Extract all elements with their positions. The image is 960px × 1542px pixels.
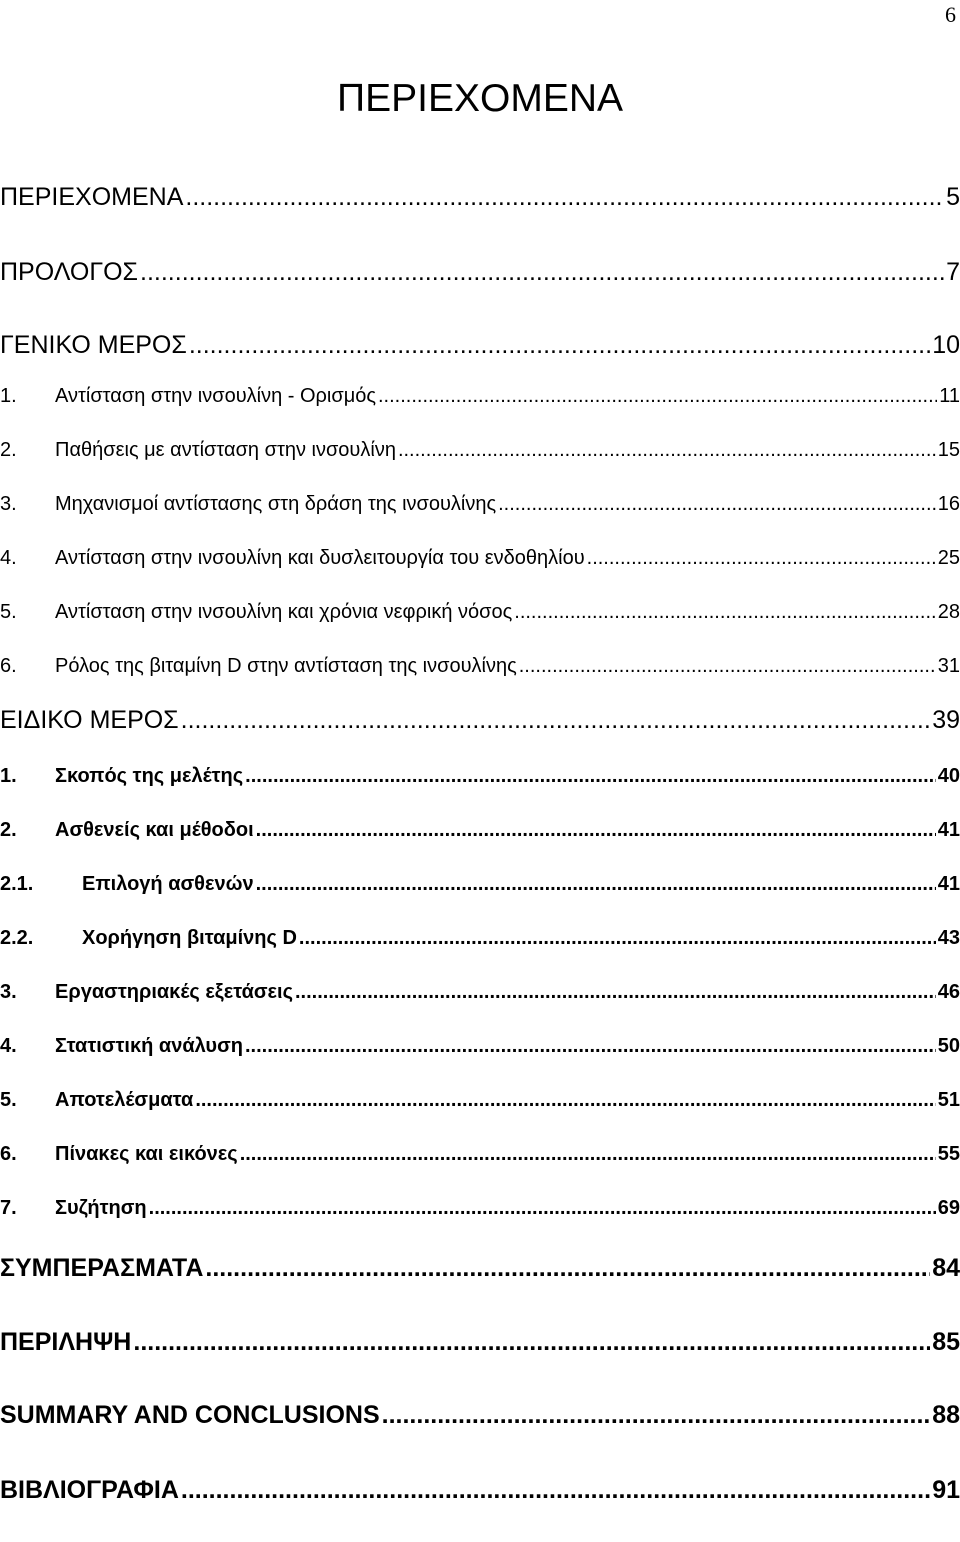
toc-entry-section[interactable] [0, 600, 960, 624]
toc-entry-page: 40 [937, 765, 960, 787]
toc-entry-page: 7 [946, 258, 960, 286]
toc-entry-text: Σκοπός της μελέτης [55, 765, 244, 787]
toc-entry-text: Ασθενείς και μέθοδοι [55, 819, 254, 841]
toc-dot-leader [378, 384, 937, 408]
toc-entry-section[interactable] [0, 980, 960, 1004]
toc-entry-text: ΠΡΟΛΟΓΟΣ [0, 258, 139, 286]
toc-entry-general-part[interactable] [0, 330, 960, 360]
toc-entry-text: Πίνακες και εικόνες [55, 1143, 238, 1165]
toc-dot-leader [181, 1475, 930, 1505]
toc-entry-number: 4. [0, 547, 17, 569]
toc-dot-leader [514, 600, 935, 624]
toc-entry-text: Χορήγηση βιταμίνης D [82, 927, 297, 949]
toc-entry-page: 55 [937, 1143, 960, 1165]
toc-dot-leader [587, 546, 936, 570]
toc-entry-page: 15 [937, 439, 960, 461]
toc-entry-subsection[interactable] [0, 872, 960, 896]
toc-entry-page: 91 [932, 1476, 960, 1504]
toc-entry-section[interactable] [0, 438, 960, 462]
toc-entry-page: 10 [932, 331, 960, 359]
toc-dot-leader [133, 1327, 930, 1357]
toc-entry-text: ΕΙΔΙΚΟ ΜΕΡΟΣ [0, 706, 179, 734]
toc-entry-section[interactable] [0, 764, 960, 788]
toc-entry-page: 51 [937, 1089, 960, 1111]
toc-entry-page: 50 [937, 1035, 960, 1057]
toc-entry-bibliography[interactable] [0, 1475, 960, 1505]
toc-entry-summary-english[interactable] [0, 1400, 960, 1430]
toc-entry-page: 43 [937, 927, 960, 949]
toc-entry-page: 11 [939, 385, 960, 407]
toc-entry-section[interactable] [0, 384, 960, 408]
toc-entry-text: ΓΕΝΙΚΟ ΜΕΡΟΣ [0, 331, 187, 359]
toc-entry-page: 41 [937, 873, 960, 895]
toc-entry-text: Συζήτηση [55, 1197, 147, 1219]
toc-entry-text: Αποτελέσματα [55, 1089, 194, 1111]
toc-entry-subsection[interactable] [0, 926, 960, 950]
toc-entry-prologue[interactable] [0, 257, 960, 287]
toc-entry-section[interactable] [0, 1034, 960, 1058]
toc-entry-contents[interactable] [0, 182, 960, 212]
toc-entry-section[interactable] [0, 818, 960, 842]
toc-entry-page: 85 [932, 1328, 960, 1356]
toc-entry-number: 2.1. [0, 873, 34, 895]
toc-dot-leader [382, 1400, 931, 1430]
toc-dot-leader [256, 818, 936, 842]
toc-entry-text: Αντίσταση στην ινσουλίνη και χρόνια νεφρική νόσος [55, 601, 513, 623]
toc-dot-leader [205, 1253, 930, 1283]
toc-entry-text: ΠΕΡΙΕΧΟΜΕΝΑ [0, 183, 184, 211]
toc-entry-text: Στατιστική ανάλυση [55, 1035, 243, 1057]
toc-entry-number: 2.2. [0, 927, 34, 949]
toc-entry-page: 41 [937, 819, 960, 841]
toc-dot-leader [181, 705, 931, 735]
toc-entry-text: ΒΙΒΛΙΟΓΡΑΦΙΑ [0, 1476, 179, 1504]
toc-entry-text: Αντίσταση στην ινσουλίνη και δυσλειτουργία του ενδοθηλίου [55, 547, 585, 569]
toc-entry-text: Παθήσεις με αντίσταση στην ινσουλίνη [55, 439, 396, 461]
toc-dot-leader [195, 1088, 935, 1112]
toc-entry-page: 25 [937, 547, 960, 569]
toc-entry-number: 3. [0, 981, 17, 1003]
toc-entry-number: 3. [0, 493, 17, 515]
toc-entry-page: 69 [937, 1197, 960, 1219]
toc-dot-leader [256, 872, 936, 896]
toc-entry-page: 46 [937, 981, 960, 1003]
toc-dot-leader [498, 492, 936, 516]
toc-entry-number: 7. [0, 1197, 17, 1219]
toc-entry-number: 2. [0, 819, 17, 841]
toc-entry-number: 6. [0, 1143, 17, 1165]
toc-entry-text: Ρόλος της βιταμίνη D στην αντίσταση της ινσουλίνης [55, 655, 517, 677]
toc-entry-number: 1. [0, 765, 17, 787]
toc-dot-leader [245, 764, 936, 788]
toc-entry-section[interactable] [0, 1142, 960, 1166]
toc-entry-section[interactable] [0, 1196, 960, 1220]
toc-dot-leader [398, 438, 936, 462]
toc-entry-number: 5. [0, 601, 17, 623]
toc-dot-leader [295, 980, 936, 1004]
toc-entry-section[interactable] [0, 654, 960, 678]
toc-entry-text: Εργαστηριακές εξετάσεις [55, 981, 293, 1003]
toc-entry-page: 5 [946, 183, 960, 211]
toc-entry-page: 31 [937, 655, 960, 677]
toc-entry-page: 84 [932, 1254, 960, 1282]
toc-entry-conclusions[interactable] [0, 1253, 960, 1283]
toc-entry-text: SUMMARY AND CONCLUSIONS [0, 1401, 380, 1429]
toc-entry-page: 39 [932, 706, 960, 734]
toc-entry-section[interactable] [0, 492, 960, 516]
toc-dot-leader [149, 1196, 936, 1220]
toc-entry-text: ΣΥΜΠΕΡΑΣΜΑΤΑ [0, 1254, 204, 1282]
toc-entry-text: Αντίσταση στην ινσουλίνη - Ορισμός [55, 385, 376, 407]
toc-entry-text: Μηχανισμοί αντίστασης στη δράση της ινσουλίνης [55, 493, 497, 515]
toc-entry-section[interactable] [0, 1088, 960, 1112]
toc-entry-page: 16 [937, 493, 960, 515]
page-number: 6 [945, 2, 956, 27]
toc-entry-special-part[interactable] [0, 705, 960, 735]
toc-entry-number: 4. [0, 1035, 17, 1057]
toc-dot-leader [140, 257, 944, 287]
toc-dot-leader [245, 1034, 936, 1058]
toc-dot-leader [240, 1142, 936, 1166]
toc-dot-leader [299, 926, 936, 950]
toc-entry-summary-greek[interactable] [0, 1327, 960, 1357]
toc-entry-section[interactable] [0, 546, 960, 570]
page-title: ΠΕΡΙΕΧΟΜΕΝΑ [336, 77, 624, 120]
toc-entry-text: ΠΕΡΙΛΗΨΗ [0, 1328, 132, 1356]
toc-entry-number: 1. [0, 385, 17, 407]
toc-dot-leader [185, 182, 944, 212]
toc-entry-number: 6. [0, 655, 17, 677]
toc-dot-leader [189, 330, 930, 360]
toc-entry-page: 28 [937, 601, 960, 623]
toc-entry-number: 2. [0, 439, 17, 461]
toc-entry-page: 88 [932, 1401, 960, 1429]
toc-entry-number: 5. [0, 1089, 17, 1111]
toc-dot-leader [519, 654, 936, 678]
toc-entry-text: Επιλογή ασθενών [82, 873, 254, 895]
